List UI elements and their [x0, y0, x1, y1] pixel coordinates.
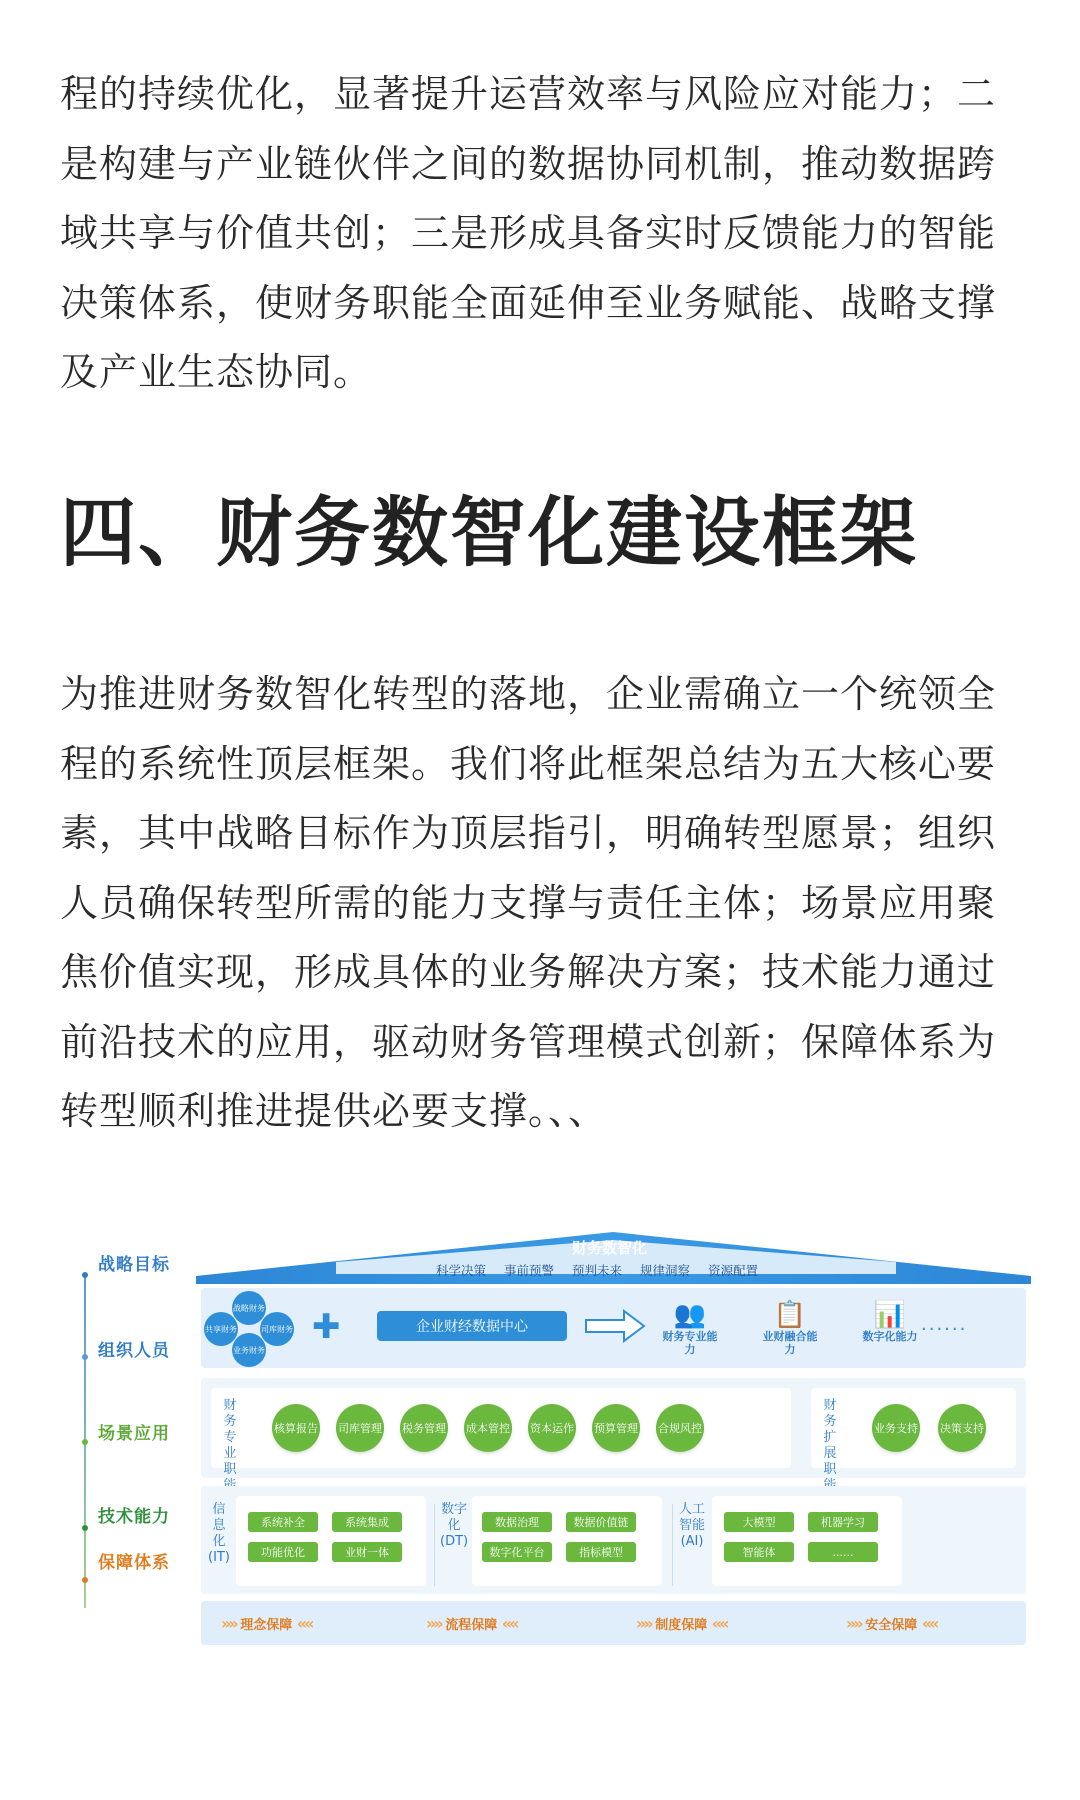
more-dots: ...... — [921, 1314, 968, 1335]
data-center-box: 企业财经数据中心 — [377, 1311, 567, 1341]
roof-sub: 规律洞察 — [640, 1263, 691, 1278]
tech-item: 业财一体 — [332, 1542, 402, 1562]
capability-item: 📋 业财融合能力 — [758, 1300, 822, 1356]
chevron-left-icon: «« — [296, 1613, 312, 1633]
extended-label: 财务扩展职 — [823, 1398, 837, 1477]
roof-subtitles — [436, 1261, 758, 1279]
tech-item: 机器学习 — [808, 1512, 878, 1532]
chevron-left-icon: «« — [501, 1613, 517, 1633]
dt-label: 数字化(DT) — [440, 1502, 469, 1549]
scenario-item: 资本运作 — [528, 1404, 576, 1452]
scenario-item: 成本管控 — [464, 1404, 512, 1452]
tech-separator — [434, 1504, 435, 1586]
org-label: 组织人员 — [98, 1341, 170, 1361]
ai-label: 人工智能(AI) — [678, 1502, 705, 1549]
tech-dot — [82, 1525, 88, 1531]
tech-item: 大模型 — [724, 1512, 794, 1532]
tech-item: 系统补全 — [248, 1512, 318, 1532]
capability-item: 📊 数字化能力 — [858, 1300, 922, 1343]
guarantee-dot — [82, 1577, 88, 1583]
tech-separator — [672, 1504, 673, 1586]
roof-sub: 事前预警 — [504, 1263, 555, 1278]
extended-item: 业务支持 — [872, 1404, 920, 1452]
scenario-item: 核算报告 — [272, 1404, 320, 1452]
capability-item: 👥 财务专业能力 — [658, 1300, 722, 1356]
org-dot — [82, 1354, 88, 1360]
tech-item: 数据治理 — [482, 1512, 552, 1532]
strategy-label: 战略目标 — [98, 1255, 170, 1275]
scenario-dot — [82, 1439, 88, 1445]
scenario-label: 场景应用 — [98, 1424, 170, 1444]
scenario-item: 合规风控 — [656, 1404, 704, 1452]
framework-figure — [76, 1228, 1031, 1648]
strategy-dot — [82, 1272, 88, 1278]
guarantee-label: 保障体系 — [98, 1553, 170, 1573]
finance-circle: 共享财务 — [204, 1312, 238, 1346]
chevron-left-icon: «« — [921, 1613, 937, 1633]
tech-label: 技术能力 — [98, 1507, 170, 1527]
scenario-item: 税务管理 — [400, 1404, 448, 1452]
tech-item: 系统集成 — [332, 1512, 402, 1532]
clipboard-icon: 📋 — [773, 1300, 807, 1330]
chart-icon: 📊 — [873, 1300, 907, 1330]
guarantee-item: »» 流程保障 «« — [426, 1613, 517, 1633]
section-title: 四、财务数智化建设框架 — [60, 488, 918, 577]
finance-circle: 战略财务 — [232, 1291, 266, 1325]
framework-paragraph: 为推进财务数智化转型的落地，企业需确立一个统领全程的系统性顶层框架。我们将此框架总结为五大核心要素，其中战略目标作为顶层指引，明确转型愿景；组织人员确保转型所需的能力支撑与责任主体；场景应用聚焦价值实现，形成具体的业务解决方案；技术能力通过前沿技术的应用，驱动财务管理模式创新；保障体系为转型顺利推进提供必要支撑。、、 — [60, 672, 997, 1133]
roof-title: 财务数智化 — [572, 1239, 648, 1257]
plus-icon: ✚ — [312, 1307, 341, 1347]
chevron-right-icon: »» — [636, 1613, 651, 1633]
tech-item: 数据价值链 — [566, 1512, 636, 1532]
chevron-left-icon: «« — [711, 1613, 727, 1633]
finance-circle: 业务财务 — [232, 1333, 266, 1367]
finance-circle: 司库财务 — [260, 1312, 294, 1346]
guarantee-item: »» 理念保障 «« — [221, 1613, 312, 1633]
scenario-item: 预算管理 — [592, 1404, 640, 1452]
extended-item: 决策支持 — [938, 1404, 986, 1452]
professional-label: 财务专业职 — [223, 1398, 237, 1477]
roof-sub: 科学决策 — [436, 1263, 487, 1278]
ai-card — [712, 1496, 902, 1586]
people-icon: 👥 — [673, 1300, 707, 1330]
dt-card — [472, 1496, 662, 1586]
guarantee-item: »» 安全保障 «« — [846, 1613, 937, 1633]
arrow-right-icon — [584, 1308, 646, 1344]
tech-item: ...... — [808, 1542, 878, 1562]
guarantee-item: »» 制度保障 «« — [636, 1613, 727, 1633]
chevron-right-icon: »» — [846, 1613, 861, 1633]
chevron-right-icon: »» — [221, 1613, 236, 1633]
it-label: 信息化(IT) — [208, 1502, 230, 1565]
it-card — [236, 1496, 426, 1586]
tech-item: 指标模型 — [566, 1542, 636, 1562]
tech-item: 数字化平台 — [482, 1542, 552, 1562]
roof-sub: 预判未来 — [572, 1263, 623, 1278]
scenario-item: 司库管理 — [336, 1404, 384, 1452]
intro-paragraph: 程的持续优化，显著提升运营效率与风险应对能力；二是构建与产业链伙伴之间的数据协同机制，推动数据跨域共享与价值共创；三是形成具备实时反馈能力的智能决策体系，使财务职能全面延伸至业务赋能、战略支撑及产业生态协同。 — [60, 72, 997, 394]
roof-sub: 资源配置 — [708, 1263, 759, 1278]
chevron-right-icon: »» — [426, 1613, 441, 1633]
tech-item: 功能优化 — [248, 1542, 318, 1562]
tech-item: 智能体 — [724, 1542, 794, 1562]
